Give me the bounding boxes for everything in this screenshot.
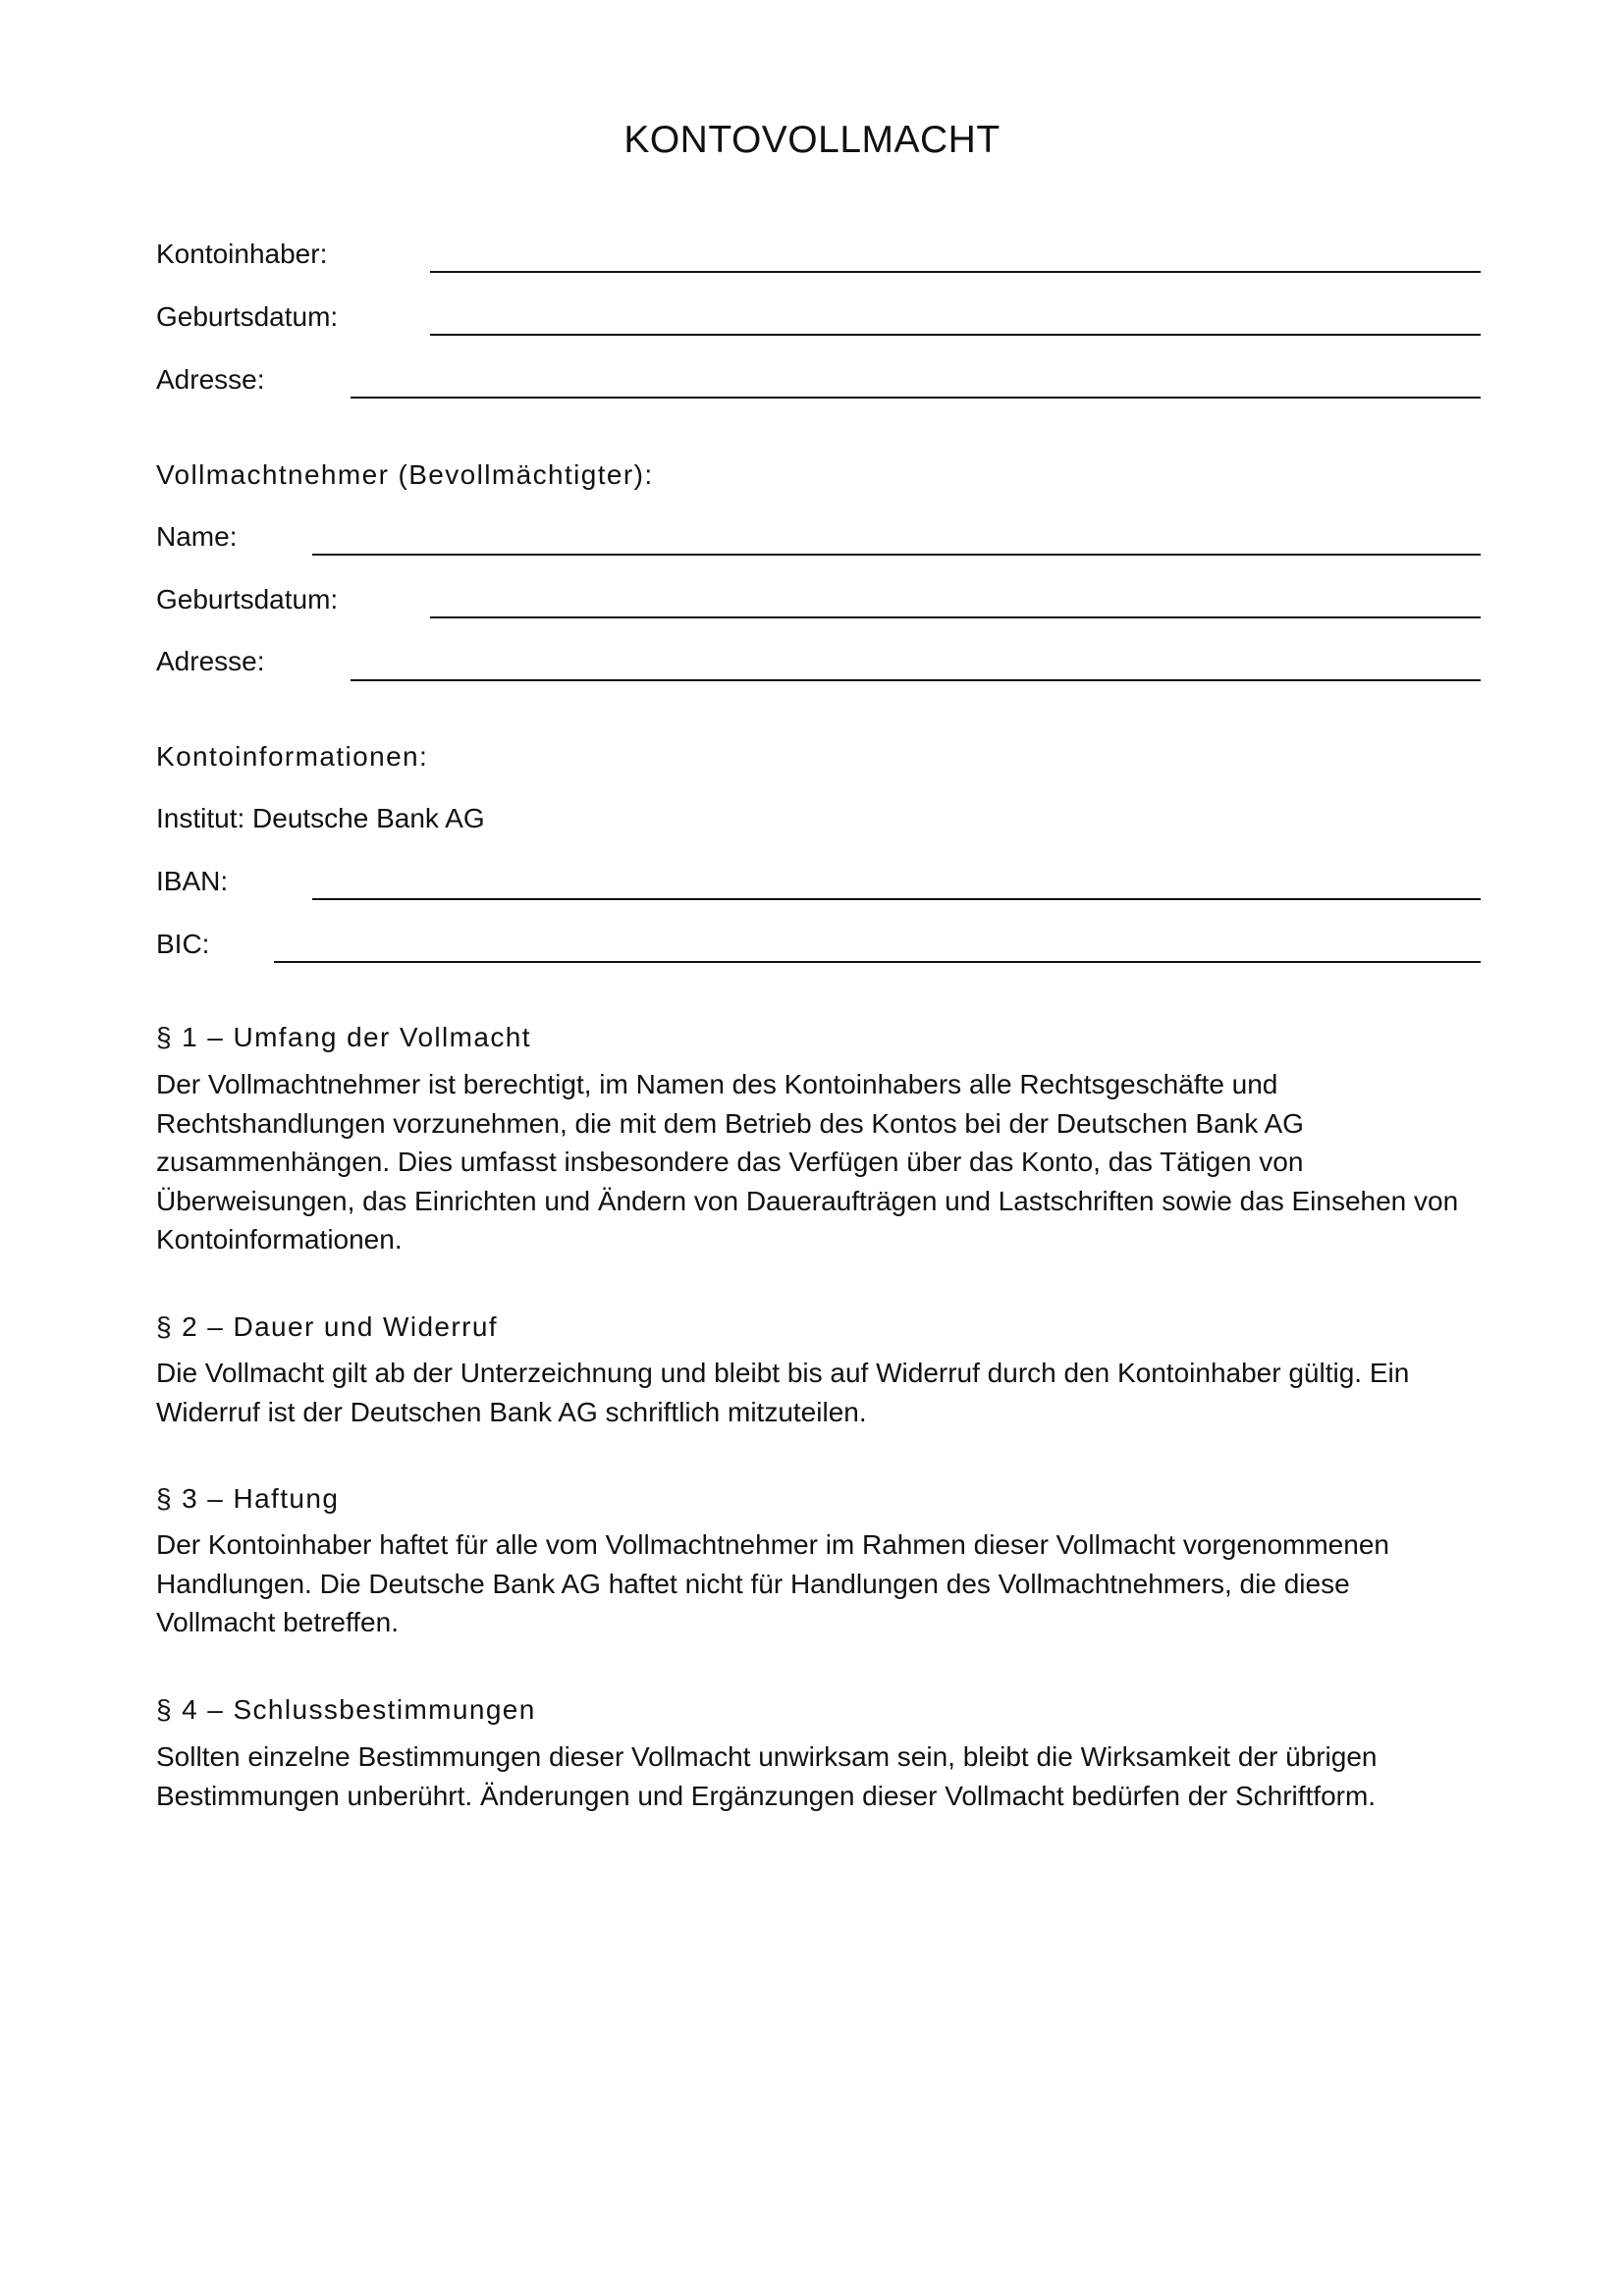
iban-field[interactable] [312,898,1481,900]
section-2-heading: § 2 – Dauer und Widerruf [156,1311,498,1342]
section-4-line: Sollten einzelne Bestimmungen dieser Vollmacht unwirksam sein, bleibt die Wirksamkeit der übrigen [156,1741,1378,1772]
section-1-line: Überweisungen, das Einrichten und Ändern von Daueraufträgen und Lastschriften sowie das Einsehen von [156,1185,1459,1216]
account-holder-birthdate-label: Geburtsdatum: [156,301,339,332]
attorney-name-field[interactable] [312,554,1481,556]
attorney-birthdate-label: Geburtsdatum: [156,584,339,614]
section-4-body [156,1737,1491,1815]
section-3-line: Handlungen. Die Deutsche Bank AG haftet nicht für Handlungen des Vollmachtnehmers, die diese [156,1568,1350,1599]
section-1-line: Kontoinformationen. [156,1224,403,1255]
section-1-body [156,1065,1491,1259]
section-3-heading: § 3 – Haftung [156,1483,340,1514]
section-1-line: Der Vollmachtnehmer ist berechtigt, im Namen des Kontoinhabers alle Rechtsgeschäfte und [156,1069,1278,1099]
attorney-heading: Vollmachtnehmer (Bevollmächtigter): [156,459,654,490]
section-4-line: Bestimmungen unberührt. Änderungen und Ergänzungen dieser Vollmacht bedürfen der Schriftform. [156,1780,1377,1811]
section-3-body [156,1525,1491,1642]
attorney-address-label: Adresse: [156,646,265,676]
section-1-line: Rechtshandlungen vorzunehmen, die mit dem Betrieb des Kontos bei der Deutschen Bank AG [156,1107,1304,1139]
section-1-heading: § 1 – Umfang der Vollmacht [156,1022,531,1052]
bic-field[interactable] [274,961,1481,963]
section-2-body [156,1354,1491,1431]
account-holder-field[interactable] [430,271,1481,273]
account-info-heading: Kontoinformationen: [156,741,429,772]
account-holder-label: Kontoinhaber: [156,239,328,269]
bic-label: BIC: [156,929,210,959]
institute-line: Institut: Deutsche Bank AG [156,803,485,833]
section-3-line: Vollmacht betreffen. [156,1607,399,1637]
account-holder-birthdate-field[interactable] [430,334,1481,336]
section-2-line: Die Vollmacht gilt ab der Unterzeichnung und bleibt bis auf Widerruf durch den Kontoinhaber gültig. Ein [156,1358,1410,1388]
section-3-line: Der Kontoinhaber haftet für alle vom Vollmachtnehmer im Rahmen dieser Vollmacht vorgenommenen [156,1529,1389,1560]
attorney-address-field[interactable] [351,679,1481,681]
account-holder-address-label: Adresse: [156,364,265,395]
document-title: KONTOVOLLMACHT [623,119,1001,161]
section-1-line: zusammenhängen. Dies umfasst insbesondere das Verfügen über das Konto, das Tätigen von [156,1147,1304,1177]
section-4-heading: § 4 – Schlussbestimmungen [156,1694,536,1725]
attorney-name-label: Name: [156,521,238,552]
account-holder-address-field[interactable] [351,397,1481,399]
iban-label: IBAN: [156,866,229,896]
attorney-birthdate-field[interactable] [430,616,1481,618]
section-2-line: Widerruf ist der Deutschen Bank AG schriftlich mitzuteilen. [156,1396,867,1427]
